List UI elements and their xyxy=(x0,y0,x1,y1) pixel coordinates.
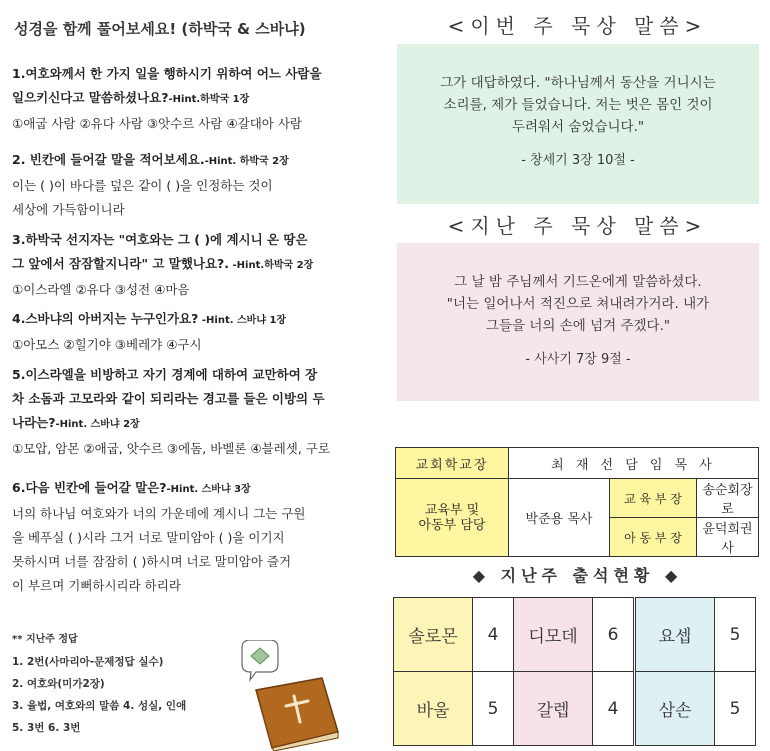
staff-table xyxy=(395,447,759,557)
group-name: 솔로몬 xyxy=(394,598,473,672)
group-name: 바울 xyxy=(394,672,473,746)
last-week-answers xyxy=(12,628,186,739)
attendance-heading: ◆ 지난주 출석현황 ◆ xyxy=(472,566,683,585)
answer-item: 1. 2번(사마리아-문제정답 실수) xyxy=(12,656,164,668)
group-count: 5 xyxy=(473,672,514,746)
info-column xyxy=(385,0,770,751)
edu-head-name: 송순회장로 xyxy=(697,479,759,518)
verse-reference: - 창세기 3장 10절 - xyxy=(521,153,635,168)
speech-bubble-icon xyxy=(242,640,278,680)
answers-heading: ** 지난주 정답 xyxy=(12,634,78,645)
question-3: 3.하박국 선지자는 "여호와는 그 ( )에 계시니 온 땅은 그 앞에서 잠잠할지니라" 고 말했나요?. -Hint.하박국 2장 ①이스라엘 ②유다 ③성전 ④마음 xyxy=(12,232,314,297)
verse-reference: - 사사기 7장 9절 - xyxy=(525,352,631,367)
verse-line: 그들을 너의 손에 넘겨 주겠다." xyxy=(485,318,671,334)
answer-item: 3. 율법, 여호와의 말씀 4. 성실, 인애 xyxy=(12,700,187,712)
attendance-group-3 xyxy=(635,597,756,746)
group-count: 4 xyxy=(593,672,634,746)
verse-line: "너는 일어나서 적진으로 쳐내려가거라. 내가 xyxy=(446,296,710,312)
group-name: 갈렙 xyxy=(514,672,593,746)
last-week-heading: <지난 주 묵상 말씀> xyxy=(447,214,708,238)
verse-line: 두려워서 숨었습니다." xyxy=(511,119,645,135)
question-5: 5.이스라엘을 비방하고 자기 경계에 대하여 교만하여 장 차 소돔과 고모라와 같이 되리라는 경고를 들은 이방의 두 나라는?-Hint. 스바냐 2장 ①모압, 암몬 ②애굽, 앗수르 ③에돔, 바벨론 ④블레셋, 구로 xyxy=(12,367,330,456)
last-week-verse-box xyxy=(397,243,759,401)
group-count: 6 xyxy=(593,598,634,672)
question-1: 1.여호와께서 한 가지 일을 행하시기 위하여 어느 사람을 일으키신다고 말씀하셨나요?-Hint.하박국 1장 ①애굽 사람 ②유다 사람 ③앗수르 사람 ④갈대아 사람 xyxy=(12,66,322,131)
group-count: 5 xyxy=(715,598,756,672)
verse-line: 그가 대답하였다. "하나님께서 동산을 거니시는 xyxy=(440,75,716,91)
answer-item: 2. 여호와(미가2장) xyxy=(12,678,105,690)
child-head-label: 아 동 부 장 xyxy=(610,518,697,557)
this-week-verse-box xyxy=(397,44,759,204)
question-6: 6.다음 빈칸에 들어갈 말은?-Hint. 스바냐 3장 너의 하나님 여호와가 너의 가운데에 계시니 그는 구원 을 베푸실 ( )시라 그거 너로 말미암아 ( )을 이기지 못하시며 너를 잠잠히 ( )하시며 너로 말미암아 즐거 이 부르며 기뻐하시리라 하리라 xyxy=(12,480,306,593)
question-2: 2. 빈칸에 들어갈 말을 적어보세요.-Hint. 하박국 2장 이는 ( )이 바다를 덮은 같이 ( )을 인정하는 것이 세상에 가득함이니라 xyxy=(12,152,289,217)
question-4: 4.스바냐의 아버지는 누구인가요? -Hint. 스바냐 1장 ①아모스 ②힐기야 ③베레갸 ④구시 xyxy=(12,311,287,352)
bible-book-icon xyxy=(238,640,343,751)
verse-line: 소리를, 제가 들었습니다. 저는 벗은 몸인 것이 xyxy=(443,97,713,113)
answer-item: 5. 3번 6. 3번 xyxy=(12,722,81,734)
quiz-title: 성경을 함께 풀어보세요! (하박국 & 스바냐) xyxy=(14,20,306,38)
attendance-group-1 xyxy=(393,597,514,746)
attendance-group-2 xyxy=(513,597,634,746)
dept-name: 박준용 목사 xyxy=(509,479,610,557)
group-name: 디모데 xyxy=(514,598,593,672)
group-count: 5 xyxy=(715,672,756,746)
principal-name: 최 재 선 담 임 목 사 xyxy=(509,448,759,479)
group-name: 요셉 xyxy=(636,598,715,672)
dept-label: 교육부 및 아동부 담당 xyxy=(396,479,509,557)
child-head-name: 윤덕희권사 xyxy=(697,518,759,557)
this-week-heading: <이번 주 묵상 말씀> xyxy=(447,14,708,38)
group-name: 삼손 xyxy=(636,672,715,746)
edu-head-label: 교 육 부 장 xyxy=(610,479,697,518)
verse-line: 그 날 밤 주님께서 기드온에게 말씀하셨다. xyxy=(454,274,702,290)
principal-label: 교회학교장 xyxy=(396,448,509,479)
group-count: 4 xyxy=(473,598,514,672)
